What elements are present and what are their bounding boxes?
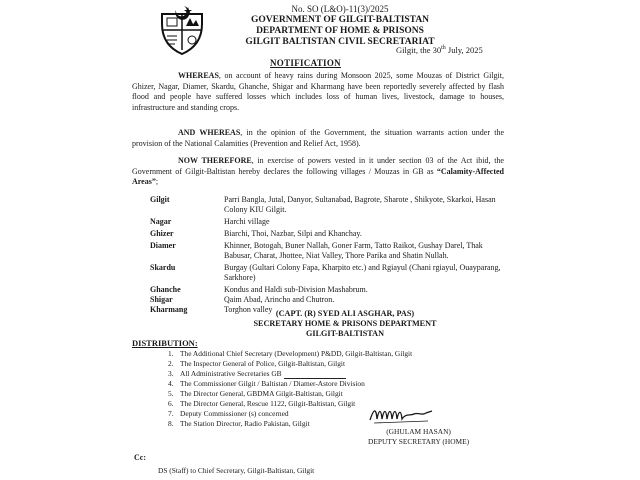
list-item: 5. The Director General, GBDMA Gilgit-Baltistan, Gilgit <box>168 389 343 398</box>
reference-number: No. SO (L&O)-11(3)/2025 <box>291 4 389 14</box>
handwritten-signature-icon <box>366 404 436 426</box>
list-item: 8. The Station Director, Radio Pakistan, Gilgit <box>168 419 310 428</box>
cc-label: Cc: <box>134 453 146 462</box>
deputy-title: DEPUTY SECRETARY (HOME) <box>368 437 470 446</box>
secretary-title: SECRETARY HOME & PRISONS DEPARTMENT <box>253 319 437 328</box>
list-item: 4. The Commissioner Gilgit / Baltistan / Diamer-Astore Division <box>168 379 365 388</box>
letterhead-line-2: DEPARTMENT OF HOME & PRISONS <box>256 26 424 36</box>
affected-areas-list <box>150 195 510 315</box>
paragraph-now-therefore: NOW THEREFORE, in exercise of powers vested in it under section 03 of the Act ibid, the Government of Gilgit-Baltistan hereby declares the following villages / Mouzas in GB as “Calamity-Affected Areas”; <box>132 156 504 186</box>
list-item: 7. Deputy Commissioner (s) concerned <box>168 409 289 418</box>
letterhead-line-1: GOVERNMENT OF GILGIT-BALTISTAN <box>250 15 430 25</box>
issue-date: Gilgit, the 30th July, 2025 <box>396 45 483 55</box>
list-item: 1. The Additional Chief Secretary (Development) P&DD, Gilgit-Baltistan, Gilgit <box>168 349 413 358</box>
list-item: 2. The Inspector General of Police, Gilgit-Baltistan, Gilgit <box>168 359 346 368</box>
letterhead-line-3: GILGIT BALTISTAN CIVIL SECRETARIAT <box>245 37 435 47</box>
district-row: Nagar Harchi village <box>150 217 270 226</box>
district-row: Ghizer Biarchi, Thoi, Nazbar, Silpi and Khanchay. <box>150 229 362 238</box>
district-row: Gilgit Parri Bangla, Jutal, Danyor, Sultanabad, Bagrote, Sharote , Shikyote, Skarkoi, Hasan Colony KIU Gilgit. <box>150 195 496 214</box>
government-emblem-icon <box>158 4 206 56</box>
letterhead <box>200 4 480 48</box>
district-row: Diamer Khinner, Botogah, Buner Nallah, Goner Farm, Tatto Raikot, Gushay Darel, Thak Babusar, Charat, Jhottee, Niat Valley, Thore Parika and Shatin Nullah. <box>150 241 483 260</box>
paragraph-whereas: WHEREAS, on account of heavy rains during Monsoon 2025, some Mouzas of District Gilgit, Ghizer, Nagar, Diamer, Skardu, Ghanche, Shigar and Kharmang have been reportedly severely affected by flash flood and people have suffered losses which includes loss of human lives, livestock, damage to houses, infrastructure and standing crops. <box>132 71 504 112</box>
secretary-place: GILGIT-BALTISTAN <box>306 329 384 338</box>
district-row: Shigar Qaim Abad, Arincho and Chutron. <box>150 295 335 304</box>
secretary-name: (CAPT. (R) SYED ALI ASGHAR, PAS) <box>275 309 415 318</box>
cc-line: DS (Staff) to Chief Secretary, Gilgit-Baltistan, Gilgit <box>158 466 315 475</box>
document-title: NOTIFICATION <box>270 58 341 68</box>
deputy-name: (GHULAM HASAN) <box>386 427 451 436</box>
list-item: 6. The Director General, Rescue 1122, Gilgit-Baltistan, Gilgit <box>168 399 356 408</box>
district-row: Ghanche Kondus and Haldi sub-Division Mashabrum. <box>150 285 368 294</box>
paragraph-and-whereas: AND WHEREAS, in the opinion of the Government, the situation warrants action under the provision of the National Calamities (Prevention and Relief Act, 1958). <box>132 128 504 148</box>
distribution-heading: DISTRIBUTION: <box>132 338 198 348</box>
list-item: 3. All Administrative Secretaries GB <box>168 369 412 379</box>
district-row: Kharmang Torghon valley <box>150 305 273 314</box>
deputy-signature-block <box>368 427 469 447</box>
district-row: Skardu Burgay (Gultari Colony Fapa, Kharpito etc.) and Rgiayul (Chani rgiayul, Ouayparang, Sarkhore) <box>150 263 501 282</box>
secretary-signature-block <box>210 309 480 339</box>
blank-line <box>284 369 346 379</box>
